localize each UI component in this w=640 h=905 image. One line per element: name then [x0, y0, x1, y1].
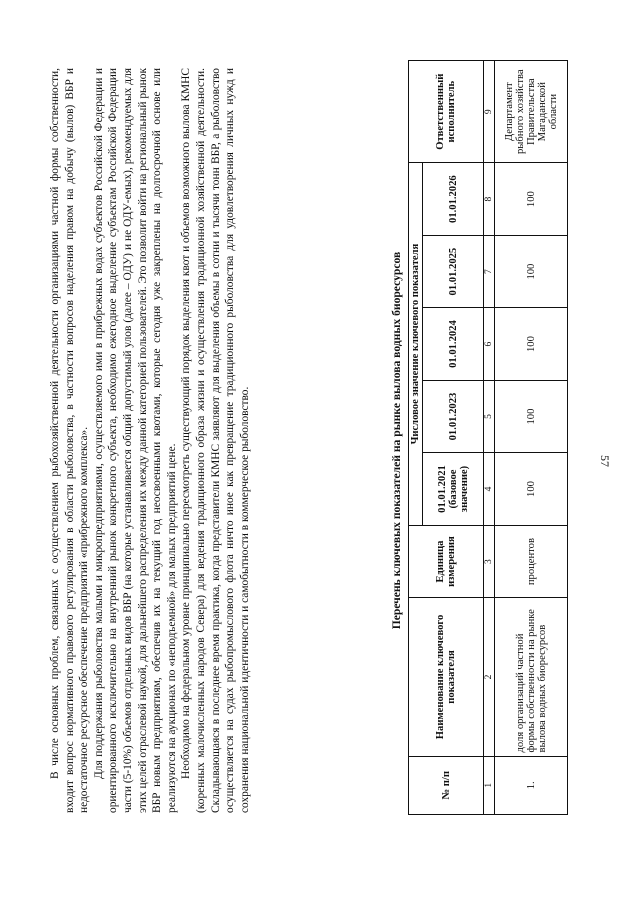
paragraph: В числе основных проблем, связанных с осуществлением рыбохозяйственной деятельности организациями частной формы собственности, входит вопрос нормативного правового регулирования в области рыболовства, в частности вопросов наделения правом на добычу (вылов) ВБР и недостаточное ресурсное обеспечение предприятий «прибрежного комплекса». — [49, 68, 91, 813]
header-2025: 01.01.2025 — [423, 235, 484, 307]
cell-2025: 100 — [495, 235, 568, 307]
column-number-row — [484, 61, 495, 815]
col-number: 6 — [484, 308, 495, 380]
cell-2026: 100 — [495, 163, 568, 235]
cell-name: доля организаций частной формы собственности на рынке вылова водных биоресурсов — [495, 598, 568, 756]
col-number: 5 — [484, 380, 495, 452]
col-number: 3 — [484, 525, 495, 598]
header-value-group: Числовое значение ключевого показателя — [409, 163, 423, 525]
header-unit: Единица измерения — [409, 525, 484, 598]
cell-2021: 100 — [495, 453, 568, 525]
header-2026: 01.01.2026 — [423, 163, 484, 235]
page-number: 57 — [598, 455, 612, 467]
cell-2024: 100 — [495, 308, 568, 380]
cell-2023: 100 — [495, 380, 568, 452]
indicators-table — [408, 60, 568, 815]
col-number: 7 — [484, 235, 495, 307]
col-number: 9 — [484, 61, 495, 163]
col-number: 2 — [484, 598, 495, 756]
header-num: № п/п — [409, 756, 484, 814]
col-number: 4 — [484, 453, 495, 525]
col-number: 1 — [484, 756, 495, 814]
cell-responsible: Департамент рыбного хозяйства Правительства Магаданской области — [495, 61, 568, 163]
col-number: 8 — [484, 163, 495, 235]
cell-num: 1. — [495, 756, 568, 814]
paragraph: Для поддержания рыболовства малыми и микропредприятиями, осуществляемого ими в прибрежных водах субъектов Российской Федерации и ориентированного исключительно на внутренний рынок конкретного субъекта, необходимо ежегодное выделение субъектам Российской Федерации части (5-10%) объемов отдельных видов ВБР (на которые устанавливается общий допустимый улов (далее – ОДУ) и не ОДУ-емых), рекомендуемых для этих целей отраслевой наукой, для дальнейшего распределения их между данной категорией пользователей. Это позволит войти на региональный рынок ВБР новым предприятиям, обеспечив их на текущий год неосвоенными квотами, которые сегодня уже закреплены на долгосрочной основе или реализуются на аукционах по «неподъемной» для малых предприятий цене. — [92, 68, 178, 813]
header-2024: 01.01.2024 — [423, 308, 484, 380]
header-2023: 01.01.2023 — [423, 380, 484, 452]
header-2021: 01.01.2021 (базовое значение) — [423, 453, 484, 525]
body-text — [48, 68, 252, 813]
paragraph: Необходимо на федеральном уровне принципиально пересмотреть существующий порядок выделения квот и объемов возможного вылова КМНС (коренных малочисленных народов Севера) для ведения традиционного образа жизни и осуществления традиционной хозяйственной деятельности. Складывающаяся в последнее время практика, когда представители КМНС заявляют для выделения объемы в сотни и тысячи тонн ВБР, а рыболовство осуществляется на судах рыбопромыслового флота ничто иное как превращение традиционного рыболовства для удовлетворения личных нужд и сохранения национальной идентичности и самобытности в коммерческое рыболовство. — [180, 68, 251, 813]
header-responsible: Ответственный исполнитель — [409, 61, 484, 163]
table-row — [495, 61, 568, 815]
table-title: Перечень ключевых показателей на рынке вылова водных биоресурсов — [390, 251, 403, 630]
header-name: Наименование ключевого показателя — [409, 598, 484, 756]
cell-unit: процентов — [495, 525, 568, 598]
